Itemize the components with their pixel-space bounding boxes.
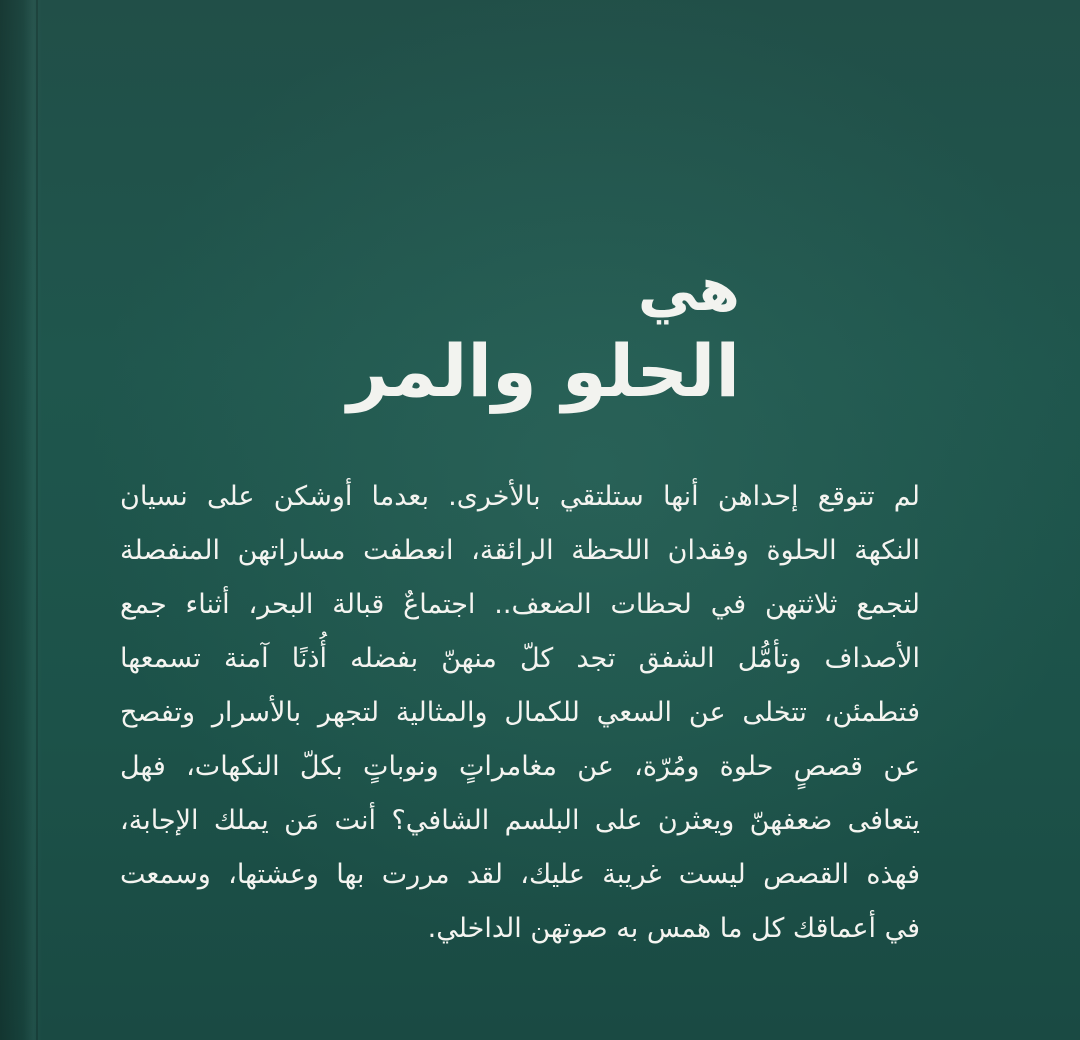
title-line-2: الحلو والمر (347, 329, 740, 413)
book-title (320, 252, 740, 414)
blurb-line-8: فهذه القصص ليست غريبة عليك، لقد مررت بها وعشتها، وسمعت (120, 859, 920, 890)
blurb-line-3: لتجمع ثلاثتهن في لحظات الضعف.. اجتماعٌ قبالة البحر، أثناء جمع (120, 589, 920, 620)
blurb-paragraph (120, 470, 920, 956)
blurb-line-1: لم تتوقع إحداهن أنها ستلتقي بالأخرى. بعدما أوشكن على نسيان (120, 481, 920, 512)
blurb-line-9: في أعماقك كل ما همس به صوتهن الداخلي. (427, 913, 920, 944)
blurb-line-4: الأصداف وتأمُّل الشفق تجد كلّ منهنّ بفضله أُذنًا آمنة تسمعها (120, 643, 920, 674)
title-line-1: هي (637, 255, 740, 325)
blurb-line-5: فتطمئن، تتخلى عن السعي للكمال والمثالية لتجهر بالأسرار وتفصح (120, 697, 920, 728)
blurb-line-2: النكهة الحلوة وفقدان اللحظة الرائقة، انعطفت مساراتهن المنفصلة (120, 535, 920, 566)
blurb-line-6: عن قصصٍ حلوة ومُرّة، عن مغامراتٍ ونوباتٍ بكلّ النكهات، فهل (120, 751, 920, 782)
blurb-line-7: يتعافى ضعفهنّ ويعثرن على البلسم الشافي؟ أنت مَن يملك الإجابة، (120, 805, 920, 836)
spine-crease (36, 0, 38, 1040)
